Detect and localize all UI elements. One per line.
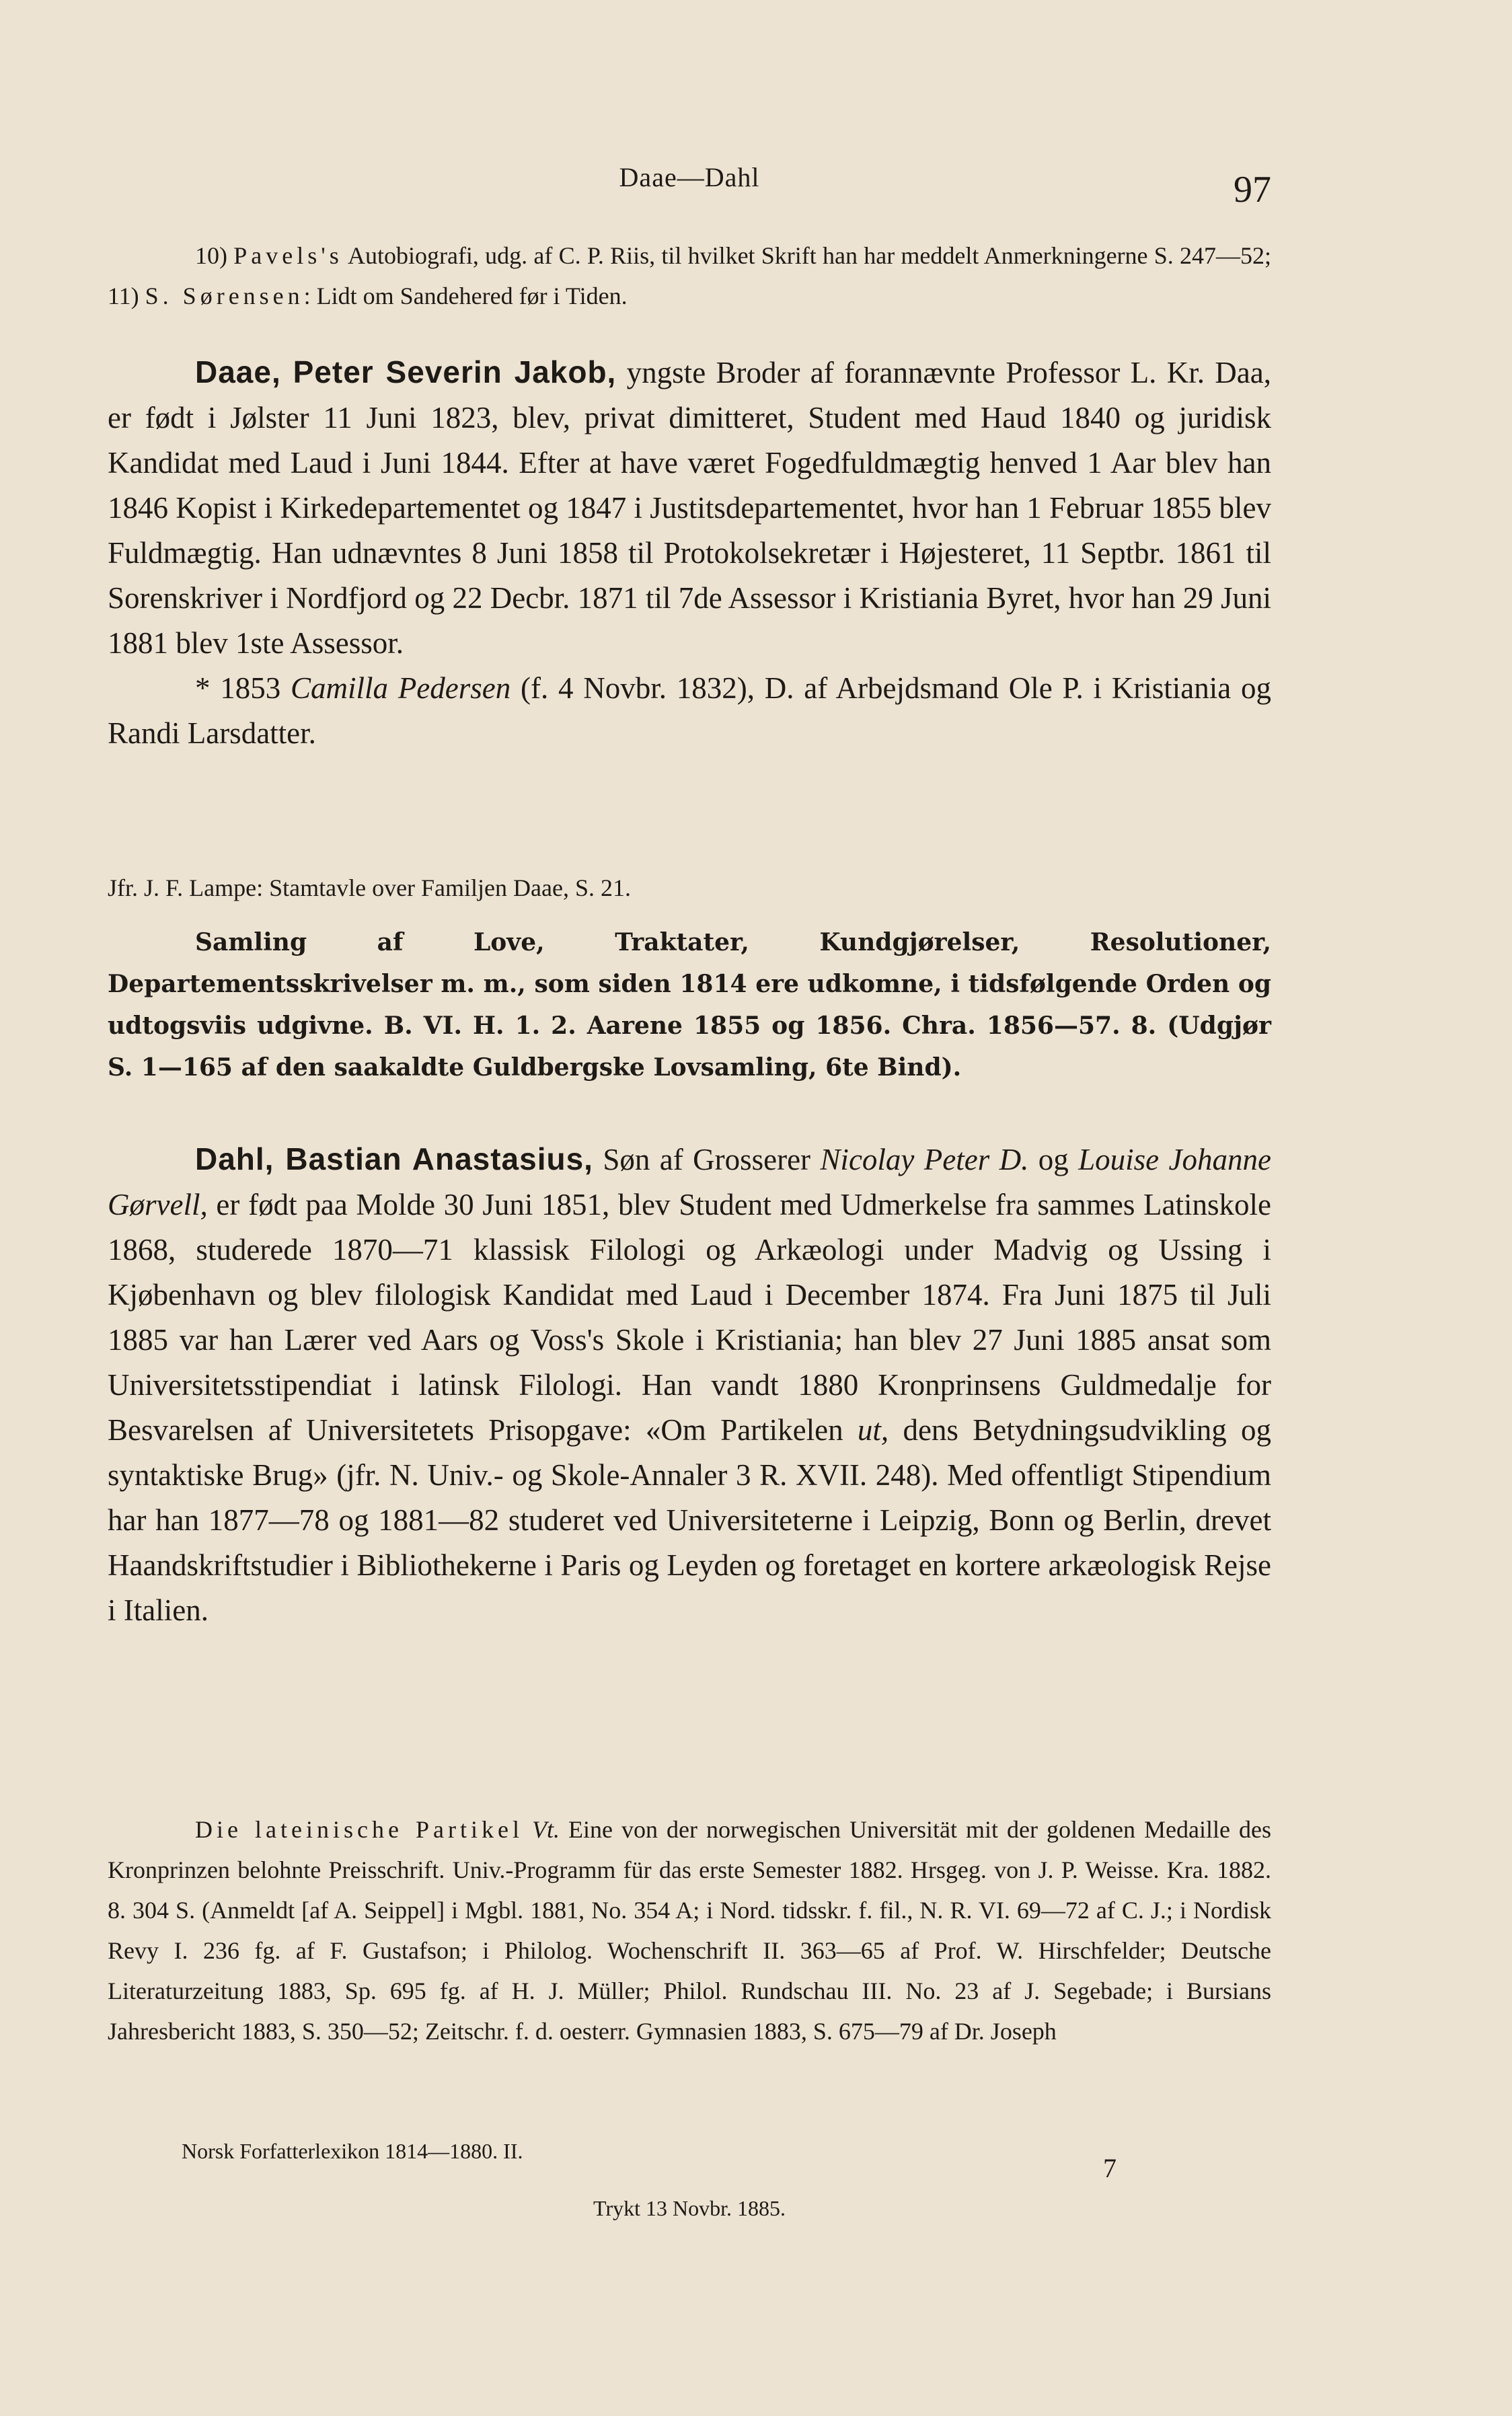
note-number: 11): [108, 282, 139, 309]
father-name: Nicolay Peter D.: [820, 1143, 1029, 1176]
entry-name: Dahl, Bastian Anastasius,: [195, 1141, 593, 1176]
top-note: [108, 235, 1271, 316]
note-number: 10): [195, 242, 227, 269]
work-paragraph: [108, 1809, 1271, 2051]
italic-word: Vt.: [531, 1816, 560, 1843]
running-head: Daae—Dahl: [619, 162, 760, 192]
note-author: S. Sørensen: [145, 282, 304, 309]
sheet-signature: Norsk Forfatterlexikon 1814—1880. II.: [182, 2139, 523, 2163]
mother-name: Louise Johanne Gørvell,: [108, 1143, 1271, 1221]
note-author: Pavels's: [233, 242, 343, 269]
entry-paragraph: [108, 350, 1271, 666]
entry-text: yngste Broder af forannævnte Professor L. Kr. Daa, er født i Jølster 11 Juni 1823, blev, privat dimitteret, Student med Haud 1840 og juridisk Kandidat med Laud i Juni 1844. Efter at have været Fogedfuldmægtig henved 1 Aar blev han 1846 Kopist i Kirkedepartementet og 1847 i Justitsdepartementet, hvor han 1 Februar 1855 blev Fuldmægtig. Han udnævntes 8 Juni 1858 til Protokolsekretær i Højesteret, 11 Septbr. 1861 til Sorenskriver i Nordfjord og 22 Decbr. 1871 til 7de Assessor i Kristiania Byret, hvor han 29 Juni 1881 blev 1ste Assessor.: [108, 356, 1271, 660]
page-number: 97: [1234, 169, 1271, 211]
sheet-number: 7: [1103, 2153, 1117, 2183]
note-text: : Lidt om Sandehered før i Tiden.: [303, 282, 628, 309]
note-text: Autobiografi, udg. af C. P. Riis, til hvilket Skrift han har meddelt Anmerkningerne S. 247—52;: [342, 242, 1272, 269]
work-dahl: [108, 1809, 1271, 2051]
italic-word: ut,: [857, 1413, 889, 1447]
reference: Jfr. J. F. Lampe: Stamtavle over Familjen Daae, S. 21.: [108, 874, 631, 901]
marriage-paragraph: * 1853 Camilla Pedersen (f. 4 Novbr. 1832), D. af Arbejdsmand Ole P. i Kristiania og Randi Larsdatter.: [108, 671, 1272, 750]
entry-name: Daae, Peter Severin Jakob,: [195, 354, 617, 389]
work-daae: [108, 921, 1271, 1088]
entry-daae: [108, 350, 1271, 756]
reference-line: [108, 868, 1271, 908]
spouse-name: Camilla Pedersen: [291, 671, 511, 705]
entry-paragraph: Dahl, Bastian Anastasius, Søn af Grosserer Nicolay Peter D. og Louise Johanne Gørvell, er født paa Molde 30 Juni 1851, blev Student med Udmerkelse fra sammes Latinskole 1868, studerede 1870—71 klassisk Filologi og Arkæologi under Madvig og Ussing i Kjøbenhavn og blev filologisk Kandidat med Laud i December 1874. Fra Juni 1875 til Juli 1885 var han Lærer ved Aars og Voss's Skole i Kristiania; han blev 27 Juni 1885 ansat som Universitetsstipendiat i latinsk Filologi. Han vandt 1880 Kronprinsens Guldmedalje for Besvarelsen af Universitetets Prisopgave: «Om Partikelen ut, dens Betydningsudvikling og syntaktiske Brug» (jfr. N. Univ.- og Skole-Annaler 3 R. XVII. 248). Med offentligt Stipendium har han 1877—78 og 1881—82 studeret ved Universiteterne i Leipzig, Bonn og Berlin, drevet Haandskriftstudier i Bibliothekerne i Paris og Leyden og foretaget en kortere arkæologisk Rejse i Italien.: [108, 1141, 1272, 1627]
work-text: Eine von der norwegischen Universität mit der goldenen Medaille des Kronprinzen belohnte Preisschrift. Univ.-Programm für das erste Semester 1882. Hrsgeg. von J. P. Weisse. Kra. 1882. 8. 304 S. (Anmeldt [af A. Seippel] i Mgbl. 1881, No. 354 A; i Nord. tidsskr. f. fil., N. R. VI. 69—72 af C. J.; i Nordisk Revy I. 236 fg. af F. Gustafson; i Philolog. Wochenschrift II. 363—65 af Prof. W. Hirschfelder; Deutsche Literaturzeitung 1883, Sp. 695 fg. af H. J. Müller; Philol. Rundschau III. No. 23 af J. Segebade; i Bursians Jahresbericht 1883, S. 350—52; Zeitschr. f. d. oesterr. Gymnasien 1883, S. 675—79 af Dr. Joseph: [108, 1816, 1271, 2045]
work-title: Samling af Love, Traktater, Kundgjørelser, Resolutioner, Departementsskrivelser m. m., som siden 1814 ere udkomne, i tidsfølgende Orden og udtogsviis udgivne. B. VI. H. 1. 2. Aarene 1855 og 1856. Chra. 1856—57. 8. (Udgjør S. 1—165 af den saakaldte Guldbergske Lovsamling, 6te Bind).: [108, 928, 1271, 1082]
page-header: [108, 155, 1271, 215]
entry-dahl: [108, 1137, 1271, 1633]
work-title: Die lateinische Partikel: [195, 1816, 523, 1843]
page: [108, 0, 1271, 2416]
print-date: Trykt 13 Novbr. 1885.: [593, 2196, 786, 2220]
